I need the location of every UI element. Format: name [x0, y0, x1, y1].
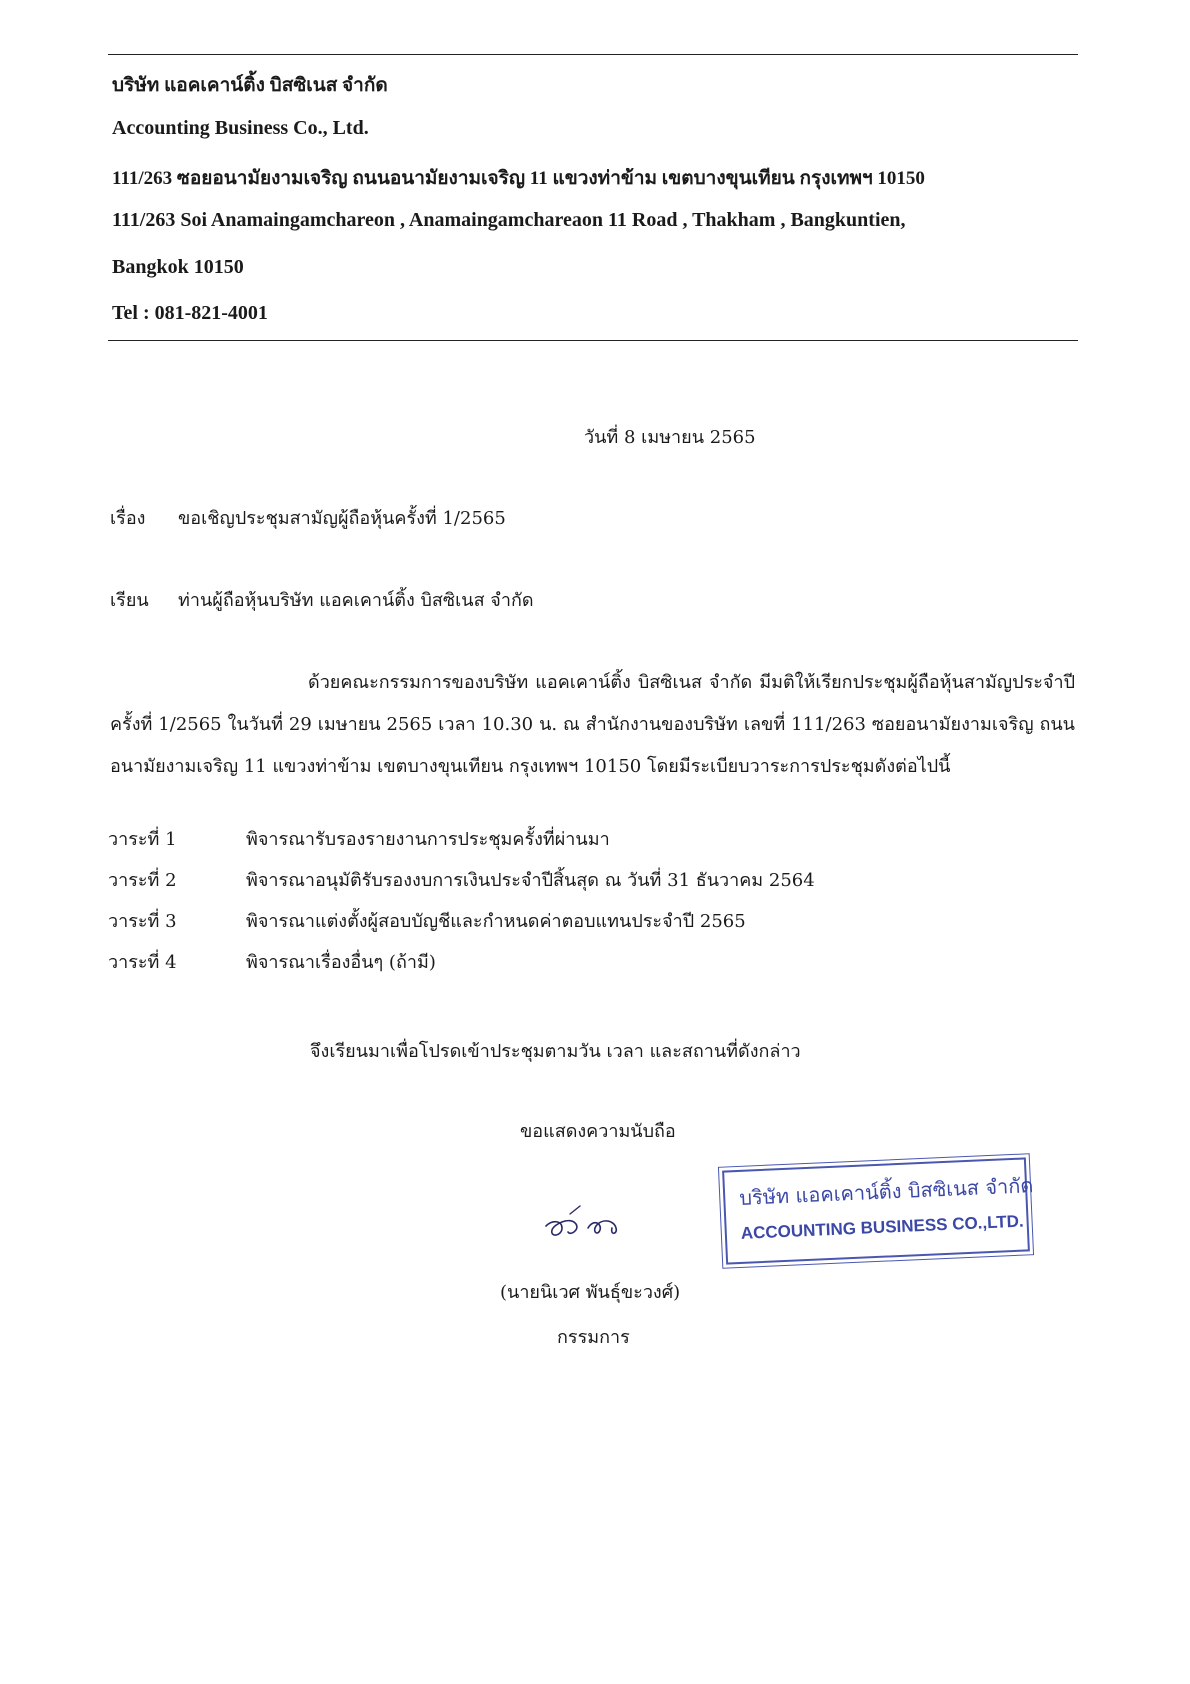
- agenda-number: วาระที่ 2: [108, 870, 177, 891]
- agenda-text: พิจารณารับรองรายงานการประชุมครั้งที่ผ่านมา: [246, 829, 610, 850]
- closing-sentence: จึงเรียนมาเพื่อโปรดเข้าประชุมตามวัน เวลา และสถานที่ดังกล่าว: [310, 1041, 801, 1062]
- regards-text: ขอแสดงความนับถือ: [520, 1121, 676, 1142]
- subject-label: เรื่อง: [110, 508, 146, 529]
- header-top-rule: [108, 54, 1078, 55]
- company-seal-stamp: [722, 1157, 1034, 1264]
- agenda-list: [108, 824, 1008, 988]
- company-address-english-line1: 111/263 Soi Anamaingamchareon , Anamaingamchareaon 11 Road , Thakham , Bangkuntien,: [112, 209, 906, 231]
- agenda-item: [108, 865, 1008, 906]
- company-telephone: Tel : 081-821-4001: [112, 302, 268, 324]
- agenda-text: พิจารณาเรื่องอื่นๆ (ถ้ามี): [246, 952, 436, 973]
- header-bottom-rule: [108, 340, 1078, 341]
- company-address-thai: 111/263 ซอยอนามัยงามเจริญ ถนนอนามัยงามเจริญ 11 แขวงท่าข้าม เขตบางขุนเทียน กรุงเทพฯ 10150: [112, 168, 925, 189]
- agenda-number: วาระที่ 1: [108, 829, 177, 850]
- recipient-label: เรียน: [110, 590, 149, 611]
- agenda-item: [108, 906, 1008, 947]
- stamp-line-thai: บริษัท แอคเคาน์ติ้ง บิสซิเนส จำกัด: [738, 1173, 1034, 1210]
- company-name-english: Accounting Business Co., Ltd.: [112, 117, 369, 139]
- stamp-line-english: ACCOUNTING BUSINESS CO.,LTD.: [740, 1211, 1025, 1243]
- agenda-text: พิจารณาอนุมัติรับรองงบการเงินประจำปีสิ้นสุด ณ วันที่ 31 ธันวาคม 2564: [246, 870, 815, 891]
- signatory-name: (นายนิเวศ พันธุ์ขะวงศ์): [500, 1282, 681, 1303]
- signature-mark: [540, 1198, 650, 1248]
- body-paragraph: ด้วยคณะกรรมการของบริษัท แอคเคาน์ติ้ง บิสซิเนส จำกัด มีมติให้เรียกประชุมผู้ถือหุ้นสามัญประจำปีครั้งที่ 1/2565 ในวันที่ 29 เมษายน 2565 เวลา 10.30 น. ณ สำนักงานของบริษัท เลขที่ 111/263 ซอยอนามัยงามเจริญ ถนนอนามัยงามเจริญ 11 แขวงท่าข้าม เขตบางขุนเทียน กรุงเทพฯ 10150 โดยมีระเบียบวาระการประชุมดังต่อไปนี้: [110, 672, 1075, 777]
- company-address-english-line2: Bangkok 10150: [112, 256, 244, 278]
- company-name-thai: บริษัท แอคเคาน์ติ้ง บิสซิเนส จำกัด: [112, 75, 388, 96]
- letter-date: วันที่ 8 เมษายน 2565: [584, 427, 756, 448]
- agenda-item: [108, 947, 1008, 988]
- subject-text: ขอเชิญประชุมสามัญผู้ถือหุ้นครั้งที่ 1/2565: [178, 508, 506, 529]
- signatory-title: กรรมการ: [557, 1327, 630, 1348]
- agenda-number: วาระที่ 4: [108, 952, 177, 973]
- agenda-item: [108, 824, 1008, 865]
- agenda-number: วาระที่ 3: [108, 911, 177, 932]
- agenda-text: พิจารณาแต่งตั้งผู้สอบบัญชีและกำหนดค่าตอบแทนประจำปี 2565: [246, 911, 746, 932]
- recipient-text: ท่านผู้ถือหุ้นบริษัท แอคเคาน์ติ้ง บิสซิเนส จำกัด: [178, 590, 534, 611]
